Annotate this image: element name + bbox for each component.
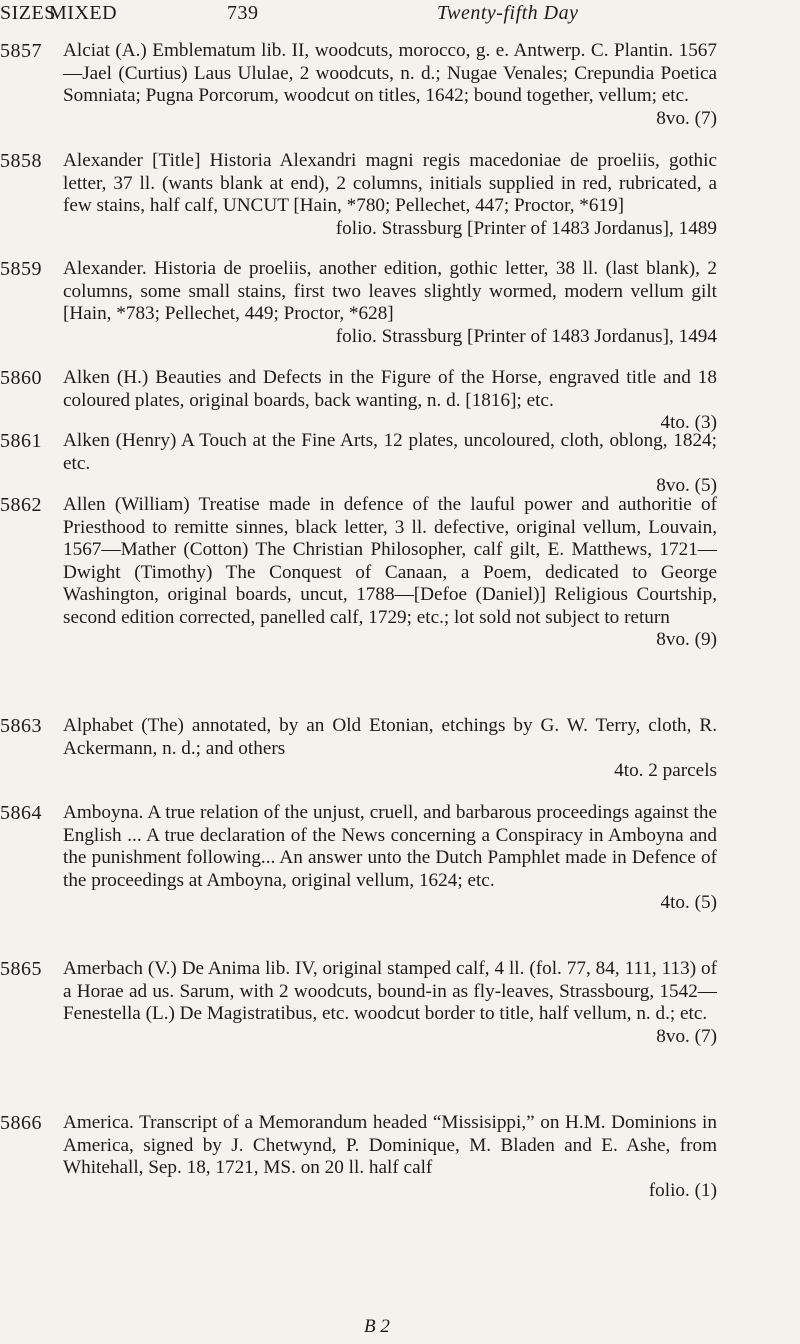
lot-number: 5866 — [0, 1112, 42, 1134]
lot-description — [63, 367, 717, 435]
lot-description — [63, 258, 717, 348]
lot-description-text: Alciat (A.) Emblematum lib. II, woodcuts, morocco, g. e. Antwerp. C. Plantin. 1567—Jael (Curtius) Laus Ululae, 2 woodcuts, n. d.; Nugae Venales; Crepundia Poetica Somniata; Pugna Porcorum, woodcut on titles, 1642; bound together, vellum; etc. — [63, 40, 717, 106]
sale-day: Twenty-fifth Day — [437, 2, 579, 24]
lot-number: 5863 — [0, 715, 42, 737]
lot-format: 4to. (5) — [660, 892, 717, 913]
lot-format: folio. Strassburg [Printer of 1483 Jordanus], 1494 — [335, 325, 717, 347]
lot-description-text: Alexander [Title] Historia Alexandri magni regis macedoniae de proeliis, gothic letter, 37 ll. (wants blank at end), 2 columns, initials supplied in red, rubricated, a few stains, half calf, UNCUT [Hain, *780; Pellechet, 447; Proctor, *619] — [63, 150, 717, 216]
header-sizes: SIZES — [0, 2, 56, 24]
lot-description-text: America. Transcript of a Memorandum headed “Missisippi,” on H.M. Dominions in America, signed by J. Chetwynd, P. Dominique, M. Bladen and E. Ashe, from Whitehall, Sep. 18, 1721, MS. on 20 ll. half calf — [63, 1112, 717, 1178]
lot-description-text: Amerbach (V.) De Anima lib. IV, original stamped calf, 4 ll. (fol. 77, 84, 111, 113) of a Horae ad us. Sarum, with 2 woodcuts, bound-in as fly-leaves, Strassbourg, 1542—Fenestella (L.) De Magistratibus, etc. woodcut border to title, half vellum, n. d.; etc. — [63, 958, 717, 1024]
lot-description-text: Alphabet (The) annotated, by an Old Etonian, etchings by G. W. Terry, cloth, R. Ackermann, n. d.; and others — [63, 715, 717, 759]
header-mixed: MIXED — [49, 2, 118, 24]
lot-number: 5860 — [0, 367, 42, 389]
signature-mark: B 2 — [364, 1316, 390, 1337]
lot-number: 5859 — [0, 258, 42, 280]
lot-description — [63, 150, 717, 240]
lot-description-text: Alken (H.) Beauties and Defects in the Figure of the Horse, engraved title and 18 coloured plates, original boards, back wanting, n. d. [1816]; etc. — [63, 367, 717, 411]
lot-description — [63, 1112, 717, 1202]
lot-description — [63, 430, 717, 498]
lot-description — [63, 958, 717, 1048]
lot-description — [63, 494, 717, 652]
lot-description — [63, 40, 717, 130]
lot-format: 4to. (3) — [660, 412, 717, 433]
lot-description — [63, 715, 717, 783]
page-number: 739 — [227, 2, 259, 24]
lot-number: 5858 — [0, 150, 42, 172]
page-header — [0, 0, 800, 40]
lot-format: 4to. 2 parcels — [614, 760, 717, 781]
lot-format: folio. Strassburg [Printer of 1483 Jordanus], 1489 — [335, 217, 717, 239]
lot-number: 5857 — [0, 40, 42, 62]
lot-format: 8vo. (5) — [656, 475, 717, 496]
lot-number: 5865 — [0, 958, 42, 980]
lot-format: 8vo. (9) — [656, 629, 717, 650]
lot-format: folio. (1) — [648, 1179, 717, 1201]
lot-description-text: Amboyna. A true relation of the unjust, cruell, and barbarous proceedings against the English ... A true declaration of the News concerning a Conspiracy in Amboyna and the punishment following... An answer unto the Dutch Pamphlet made in Defence of the proceedings at Amboyna, original vellum, 1624; etc. — [63, 802, 717, 891]
lot-format: 8vo. (7) — [656, 107, 717, 129]
lot-format: 8vo. (7) — [656, 1025, 717, 1047]
lot-description — [63, 802, 717, 915]
lot-description-text: Allen (William) Treatise made in defence of the lauful power and authoritie of Priesthood to remitte sinnes, black letter, 3 ll. defective, original vellum, Louvain, 1567—Mather (Cotton) The Christian Philosopher, calf gilt, E. Matthews, 1721—Dwight (Timothy) The Conquest of Canaan, a Poem, dedicated to George Washington, original boards, uncut, 1788—[Defoe (Daniel)] Religious Courtship, second edition corrected, panelled calf, 1729; etc.; lot sold not subject to return — [63, 494, 717, 628]
lot-number: 5864 — [0, 802, 42, 824]
lot-description-text: Alexander. Historia de proeliis, another edition, gothic letter, 38 ll. (last blank), 2 columns, some small stains, first two leaves slightly wormed, modern vellum gilt [Hain, *783; Pellechet, 449; Proctor, *628] — [63, 258, 717, 324]
lot-number: 5861 — [0, 430, 42, 452]
lot-description-text: Alken (Henry) A Touch at the Fine Arts, 12 plates, uncoloured, cloth, oblong, 1824; etc. — [63, 430, 717, 474]
lot-number: 5862 — [0, 494, 42, 516]
